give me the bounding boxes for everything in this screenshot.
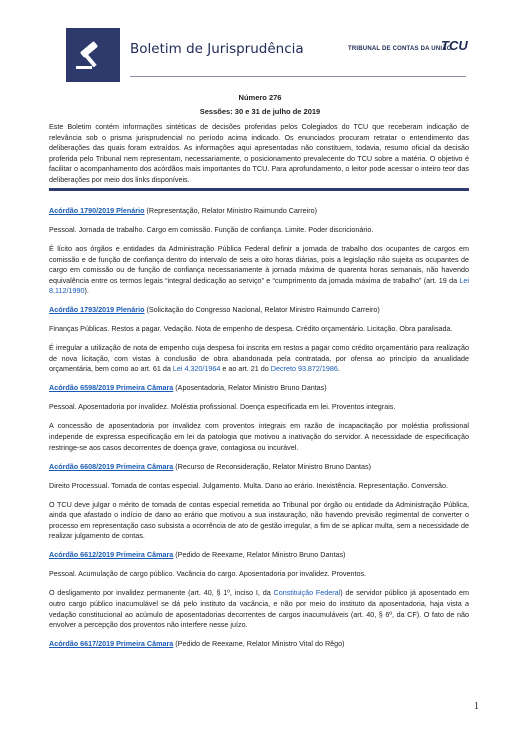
section-divider [49,188,469,191]
entry-summary: O TCU deve julgar o mérito de tomada de contas especial remetida ao Tribunal por órgão ou entidade da Administração Pública, ainda que afastado o indício de dano ao erário que motivou a sua instauração, não havendo previsão regimental de converter o processo em representação caso subsista a ocorrência de ato de gestão irregular, a fim de se aplicar multa, sem a necessidade de realizar julgamento de contas. [49,499,469,541]
decision-info: (Pedido de Reexame, Relator Ministro Vital do Rêgo) [173,639,345,649]
entry-heading [49,639,469,650]
bulletin-title: Boletim de Jurisprudência [130,41,304,57]
entry-keywords: Pessoal. Aposentadoria por invalidez. Moléstia profissional. Doença especificada em lei. Proventos integrais. [49,402,396,412]
entry-keywords: Finanças Públicas. Restos a pagar. Vedação. Nota de empenho de despesa. Crédito orçamentário. Licitação. Obra paralisada. [49,324,453,334]
entry-keywords: Pessoal. Jornada de trabalho. Cargo em comissão. Função de confiança. Limite. Poder discricionário. [49,224,374,234]
decision-info: (Pedido de Reexame, Relator Ministro Bruno Dantas) [173,550,346,560]
gavel-logo-icon [66,28,120,82]
summary-text: e ao art. 21 do [220,364,271,374]
decision-info: (Solicitação do Congresso Nacional, Relator Ministro Raimundo Carreiro) [144,305,380,315]
decree-link[interactable]: Decreto 93.872/1986 [270,364,338,374]
entry-summary [49,588,469,630]
entry-summary [49,244,469,297]
intro-paragraph: Este Boletim contém informações sintéticas de decisões proferidas pelos Colegiados do TCU que receberam indicação de relevância sob o prisma jurisprudencial no período acima indicado. Os enunciados procuram retratar o entendimento das deliberações das quais foram extraídos. As informações aqui apresentadas não constituem, todavia, resumo oficial da decisão proferida pelo Tribunal nem representam, necessariamente, o posicionamento prevalecente do TCU sobre a matéria. O objetivo é facilitar o acompanhamento dos acórdãos mais importantes do TCU. Para aprofundamento, o leitor pode acessar o inteiro teor das deliberações por meio dos links disponíveis. [49,122,469,184]
entry-keywords: Pessoal. Acumulação de cargo público. Vacância do cargo. Aposentadoria por invalidez. Proventos. [49,569,367,579]
entry-heading [49,383,469,394]
tcu-logo: TCU [441,38,468,53]
header-divider [130,76,466,77]
decision-info: (Recurso de Reconsideração, Relator Ministro Bruno Dantas) [173,461,372,471]
summary-text: É lícito aos órgãos e entidades da Administração Pública Federal definir a jornada de trabalho dos ocupantes de cargos em comissão e de função de confiança dentro do intervalo de seis a oito horas diárias, pois a legislação não sujeita os ocupantes de cargo em comissão ou de função de confiança necessariamente à jornada máxima de quarenta horas semanais, não havendo equivalência entre os termos legais “integral dedicação ao serviço” e “cumprimento da jornada máxima de trabalho” (art. 19 da [49,243,469,285]
decision-info: (Aposentadoria, Relator Ministro Bruno Dantas) [173,383,327,393]
summary-text: ). [84,286,89,296]
decision-link[interactable]: Acórdão 6612/2019 Primeira Câmara [49,550,174,560]
entry-summary [49,343,469,375]
decision-link[interactable]: Acórdão 1793/2019 Plenário [49,305,145,315]
law-link[interactable]: Lei 4.320/1964 [172,364,221,374]
entry-heading [49,305,469,316]
decision-info: (Representação, Relator Ministro Raimundo Carreiro) [144,206,318,215]
issue-number: Número 276 [238,93,282,102]
institution-name: TRIBUNAL DE CONTAS DA UNIÃO [348,46,452,52]
decision-link[interactable]: Acórdão 6608/2019 Primeira Câmara [49,461,174,471]
entry-keywords: Direito Processual. Tomada de contas especial. Julgamento. Multa. Dano ao erário. Inexistência. Representação. Conversão. [49,480,448,490]
summary-text: . [337,364,340,374]
decision-link[interactable]: Acórdão 6617/2019 Primeira Câmara [49,639,174,649]
entry-heading [49,550,469,561]
decision-link[interactable]: Acórdão 6598/2019 Primeira Câmara [49,383,174,393]
entry-heading [49,206,469,217]
page-number: 1 [474,701,479,712]
entry-summary: A concessão de aposentadoria por invalidez com proventos integrais em razão de incapacitação por moléstia profissional independe de expressa especificação em lei da patologia que motivou a inativação do servidor. A necessidade de especificação restringe-se aos casos decorrentes de doença grave, contagiosa ou incurável. [49,421,469,452]
decision-link[interactable]: Acórdão 1790/2019 Plenário [49,206,145,215]
summary-text: O desligamento por invalidez permanente (art. 40, § 1º, inciso I, da [49,588,274,598]
sessions-date: Sessões: 30 e 31 de julho de 2019 [199,107,321,116]
summary-text: É irregular a utilização de nota de empenho cuja despesa foi inscrita em restos a pagar como crédito orçamentário para realização de nova licitação, com vistas à conclusão de obra abandonada pela contratada, por ofensa ao princípio da anualidade orçamentária, bem como ao art. 61 da [49,343,469,374]
constitution-link[interactable]: Constituição Federal [273,588,341,598]
decisions-list [49,206,469,658]
summary-text: ) de servidor público já aposentado em outro cargo público inacumulável se dá pelo instituto da vacância, e não por meio do instituto da aposentadoria, haja vista a vedação constitucional ao acúmulo de aposentadorias decorrentes de cargos inacumuláveis (art. 40, § 6º, da CF). O fato de não envolver a percepção dos proventos não interfere nesse juízo. [49,588,469,630]
entry-heading [49,462,469,473]
page-header [56,28,466,82]
law-link[interactable]: Lei 8.112/1990 [49,275,469,296]
